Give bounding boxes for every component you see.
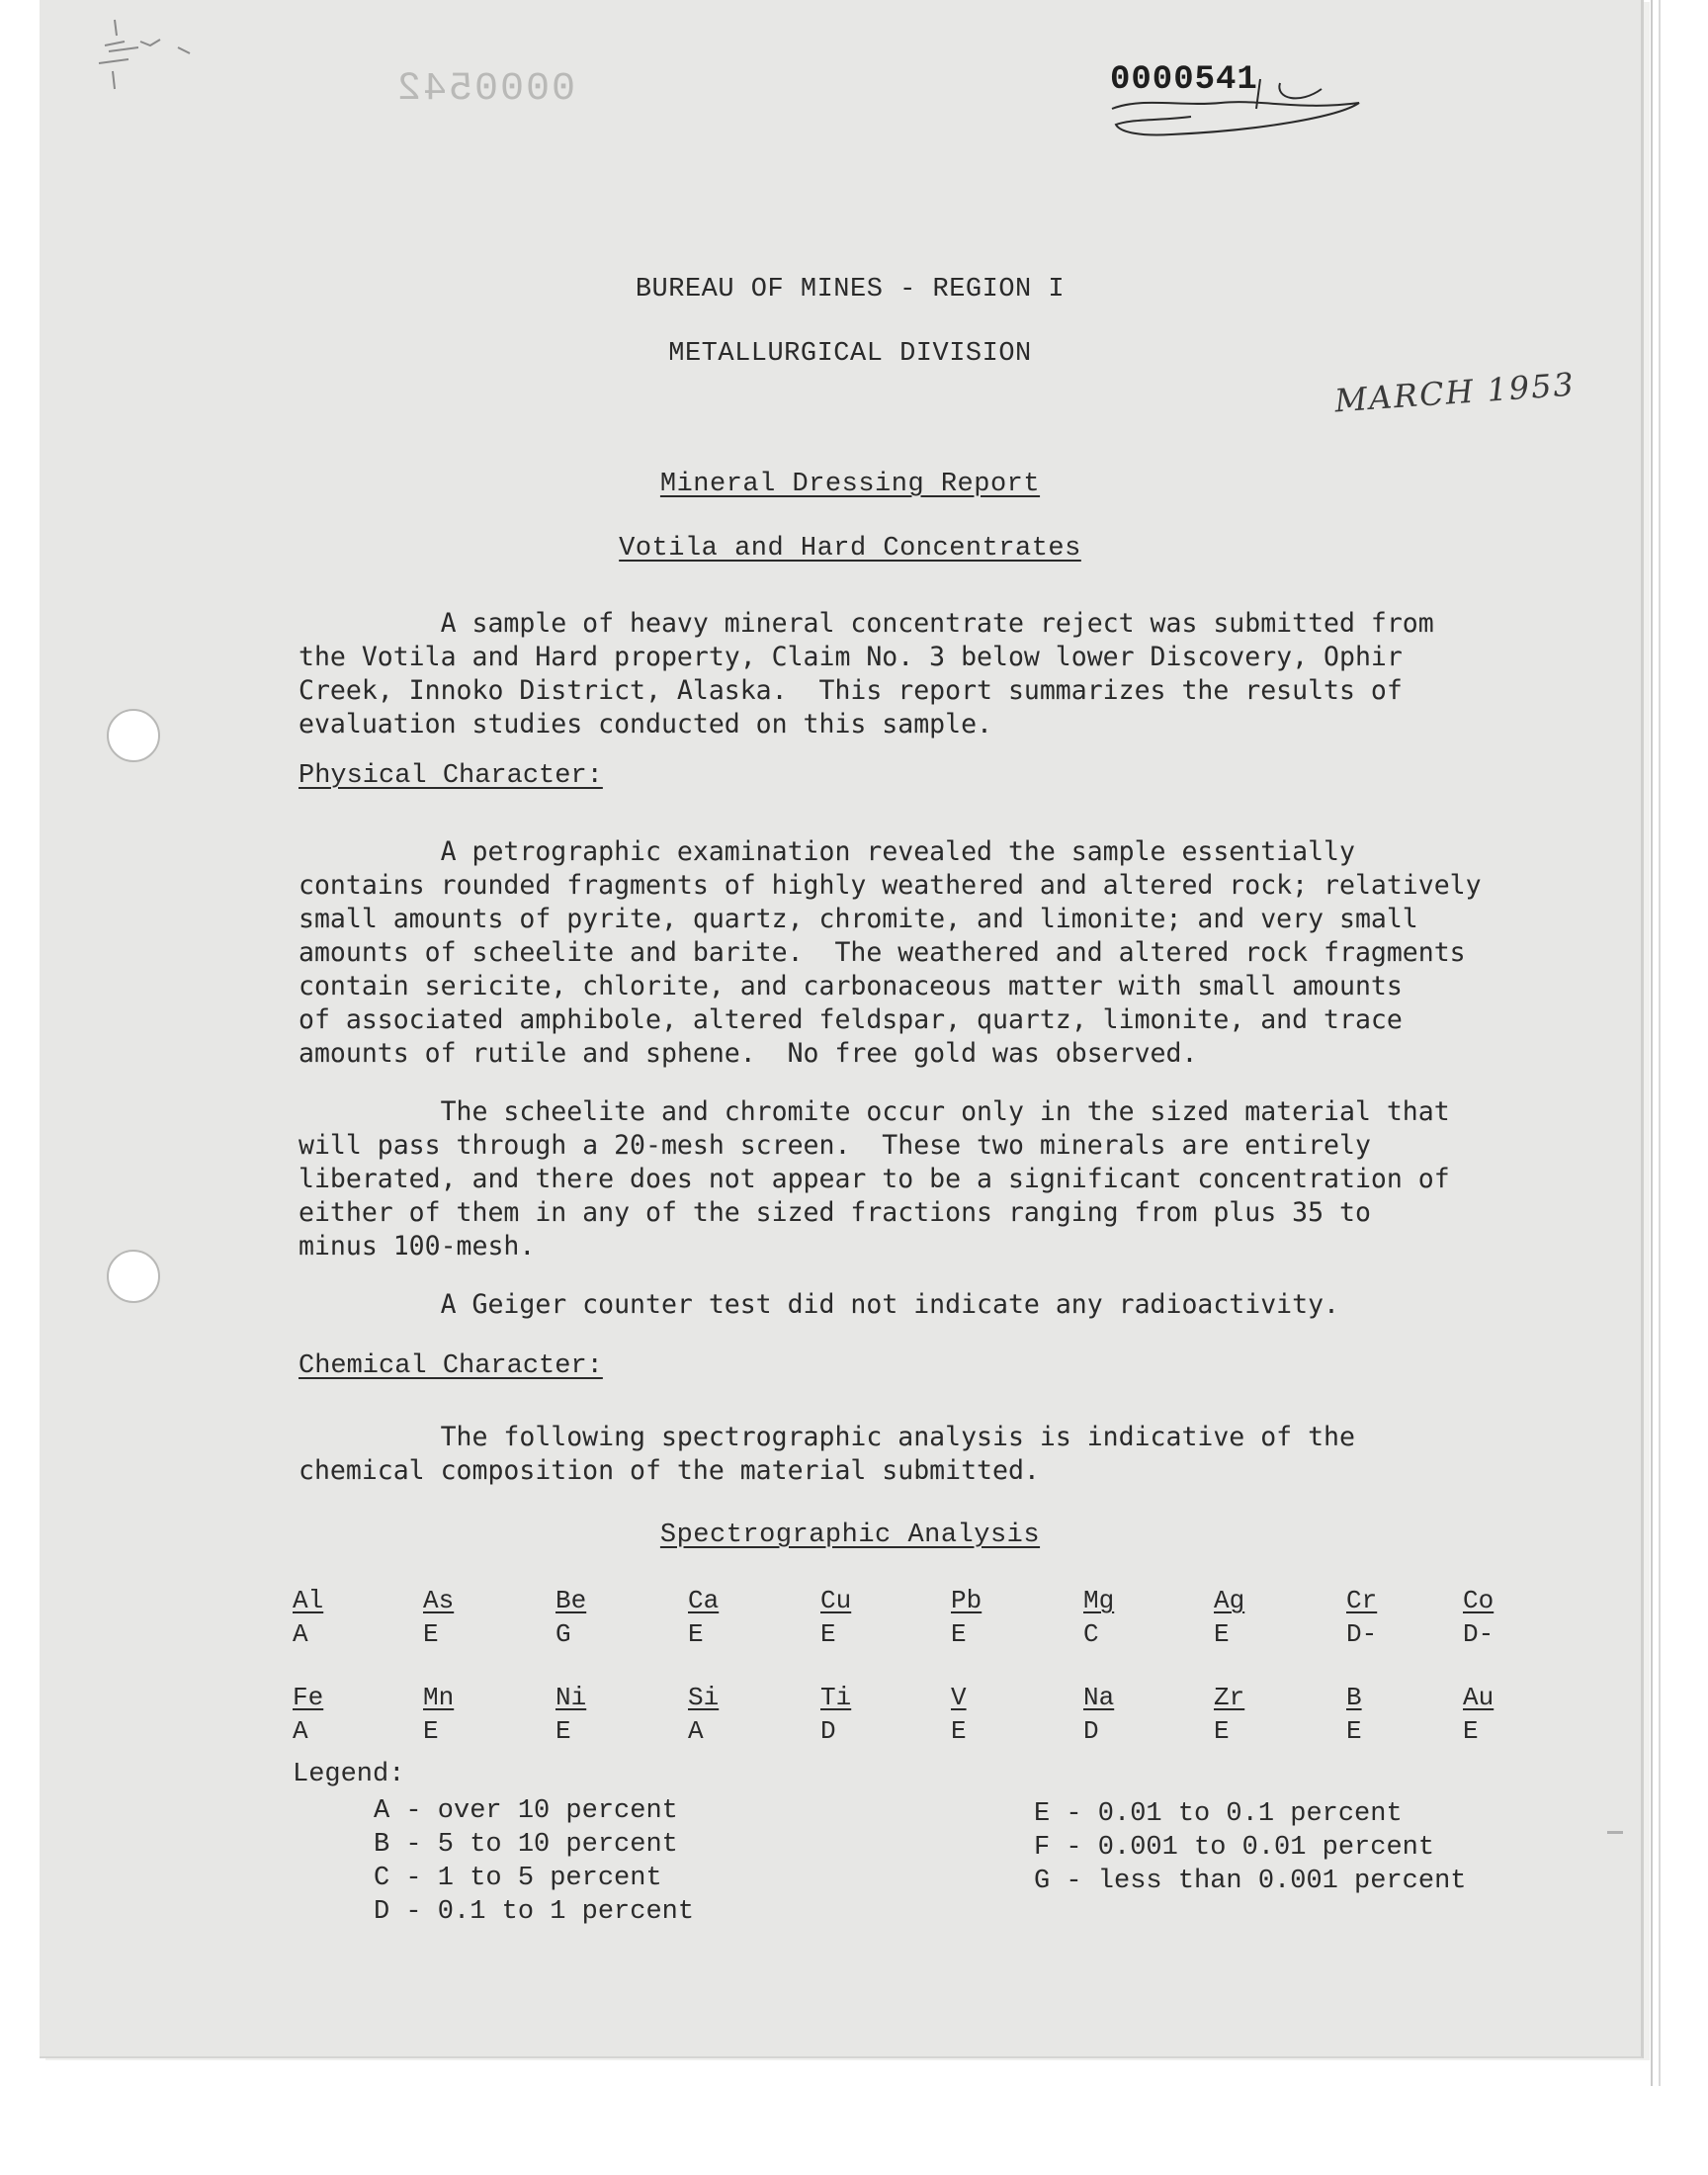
intro-paragraph: A sample of heavy mineral concentrate reject was submitted from the Votila and Hard property, Claim No. 3 below lower Discovery, Ophir Creek, Innoko District, Alaska. This report summarizes the results of evaluation studies conducted on this sample. [299,608,1434,740]
element-grade: C [1083,1619,1099,1649]
legend-item: F - 0.001 to 0.01 percent [1034,1833,1435,1863]
element-grade: A [293,1619,308,1649]
legend-item: B - 5 to 10 percent [374,1830,678,1860]
element-symbol: Mn [423,1683,455,1712]
element-symbol: Ni [555,1683,587,1712]
element-grade: E [1214,1619,1230,1649]
legend-item: C - 1 to 5 percent [374,1864,662,1893]
element-symbol: Mg [1083,1586,1115,1615]
legend-item: D - 0.1 to 1 percent [374,1897,695,1927]
geiger-paragraph: A Geiger counter test did not indicate any radioactivity. [299,1289,1339,1320]
element-grade: E [688,1619,704,1649]
element-cell [555,1681,644,1748]
document-number: 0000541 [1110,61,1258,99]
element-symbol: Si [688,1683,720,1712]
report-title: Mineral Dressing Report [659,470,1041,499]
element-symbol: Zr [1214,1683,1245,1712]
element-cell [1214,1681,1303,1748]
punch-hole-top [107,709,160,762]
element-symbol: Au [1463,1683,1494,1712]
element-symbol: As [423,1586,455,1615]
element-cell [423,1681,512,1748]
element-grade: A [688,1716,704,1746]
element-cell [951,1584,1040,1651]
signature-scribble [1102,59,1369,158]
element-cell [293,1681,382,1748]
element-symbol: Al [293,1586,324,1615]
report-subtitle: Votila and Hard Concentrates [619,534,1081,564]
element-cell [1083,1584,1172,1651]
element-cell [1463,1681,1552,1748]
physical-character-heading: Physical Character: [299,761,603,791]
division-heading: METALLURGICAL DIVISION [668,339,1032,369]
element-cell [1463,1584,1552,1651]
scanner-edge-left [1651,0,1653,2086]
ghost-document-number: 0000542 [395,67,576,112]
element-symbol: Cr [1346,1586,1378,1615]
element-cell [688,1681,777,1748]
element-grade: E [1214,1716,1230,1746]
bureau-heading: BUREAU OF MINES - REGION I [635,275,1066,304]
element-symbol: Na [1083,1683,1115,1712]
corner-pencil-marks [79,12,217,121]
legend-item: A - over 10 percent [374,1796,678,1826]
legend-right [1034,1797,1466,1898]
element-symbol: Co [1463,1586,1494,1615]
punch-hole-bottom [107,1250,160,1303]
legend-item: G - less than 0.001 percent [1034,1867,1467,1896]
element-cell [1083,1681,1172,1748]
legend-title: Legend: [293,1760,405,1789]
element-grade: A [293,1716,308,1746]
element-grade: D [1083,1716,1099,1746]
chemical-character-heading: Chemical Character: [299,1351,603,1381]
element-symbol: V [951,1683,967,1712]
element-grade: E [1463,1716,1479,1746]
element-grade: E [1346,1716,1362,1746]
element-cell [951,1681,1040,1748]
legend-item: E - 0.01 to 0.1 percent [1034,1799,1403,1829]
element-symbol: Ag [1214,1586,1245,1615]
element-cell [1346,1681,1435,1748]
edge-mark [1607,1831,1623,1834]
element-grade: E [820,1619,836,1649]
element-cell [820,1584,909,1651]
element-grade: D- [1463,1619,1494,1649]
element-symbol: Fe [293,1683,324,1712]
element-grade: E [423,1619,439,1649]
element-cell [423,1584,512,1651]
element-grade: G [555,1619,571,1649]
element-grade: E [555,1716,571,1746]
element-symbol: B [1346,1683,1362,1712]
element-cell [555,1584,644,1651]
handwritten-date: MARCH 1953 [1332,365,1577,420]
petrographic-paragraph: A petrographic examination revealed the sample essentially contains rounded fragments of highly weathered and altered rock; relatively small amounts of pyrite, quartz, chromite, and limonite; and very small amounts of scheelite and barite. The weathered and altered rock fragments contain sericite, chlorite, and carbonaceous matter with small amounts of associated amphibole, altered feldspar, quartz, limonite, and trace amounts of rutile and sphene. No free gold was observed. [299,836,1482,1069]
element-symbol: Cu [820,1586,852,1615]
element-grade: E [423,1716,439,1746]
element-symbol: Ti [820,1683,852,1712]
element-grade: D- [1346,1619,1378,1649]
element-cell [1346,1584,1435,1651]
element-cell [688,1584,777,1651]
element-cell [1214,1584,1303,1651]
legend-left [374,1794,694,1929]
element-symbol: Ca [688,1586,720,1615]
chemical-paragraph: The following spectrographic analysis is indicative of the chemical composition of the material submitted. [299,1422,1355,1486]
element-cell [820,1681,909,1748]
element-grade: E [951,1716,967,1746]
element-symbol: Pb [951,1586,982,1615]
element-symbol: Be [555,1586,587,1615]
element-grade: E [951,1619,967,1649]
scanner-edge-right [1659,0,1661,2086]
spectrographic-title: Spectrographic Analysis [659,1521,1041,1550]
scheelite-paragraph: The scheelite and chromite occur only in the sized material that will pass through a 20-mesh screen. These two minerals are entirely liberated, and there does not appear to be a significant concentration of either of them in any of the sized fractions ranging from plus 35 to minus 100-mesh. [299,1096,1450,1262]
element-grade: D [820,1716,836,1746]
element-cell [293,1584,382,1651]
